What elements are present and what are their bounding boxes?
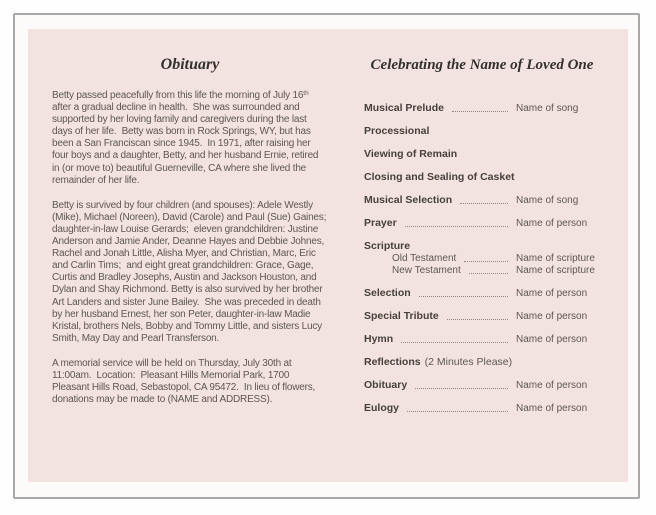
service-label: Hymn: [364, 333, 394, 345]
service-row-sub: [364, 265, 600, 277]
service-row: [364, 217, 600, 230]
service-label: Scripture: [364, 240, 411, 252]
service-row: [364, 379, 600, 392]
service-label: New Testament: [392, 265, 461, 276]
obituary-paragraph-1-rest: after a gradual decline in health. She was surrounded and supported by her loving family and caregivers during the last days of her life. Betty was born in Rock Springs, WY, but has been a San Franciscan since 1945. In 1971, after raising her four boys and a daughter, Betty, and her husband Ernie, retired in (or move to) beautiful Guerneville, CA where she lived the remainder of her life.: [52, 90, 321, 186]
service-label: Viewing of Remain: [364, 148, 458, 160]
service-value: Name of person: [516, 311, 588, 322]
service-label: Musical Prelude: [364, 102, 444, 114]
service-row: [364, 402, 600, 415]
obituary-page: [52, 55, 332, 482]
dotted-leader: [405, 226, 508, 227]
service-title: Celebrating the Name of Loved One: [370, 57, 594, 73]
service-order-page: [364, 55, 600, 482]
obituary-text: [52, 88, 332, 406]
service-row: [364, 287, 600, 300]
obituary-paragraph-1-text: Betty passed peacefully from this life the morning of July 16: [52, 90, 304, 101]
service-label: Closing and Sealing of Casket: [364, 171, 515, 183]
service-value: Name of person: [516, 403, 588, 414]
service-row-sub: [364, 253, 600, 265]
service-value: Name of person: [516, 288, 588, 299]
service-label: Processional: [364, 125, 430, 137]
service-value: Name of person: [516, 334, 588, 345]
dotted-leader: [419, 296, 508, 297]
service-row: [364, 148, 600, 161]
obituary-paragraph-2: Betty is survived by four children (and spouses): Adele Westly (Mike), Michael (Noreen), David (Carole) and Paul (Sue) Gaines; daughter-in-law Louise Gerards; eleven grandchildren: Justine Anderson and Jamie Ander, Deanne Hayes and Debbie Johnes, Rachel and Jonah Little, Alisha Myer, and Christian, Marc, Eric and Carlin Tims; and eight great grandchildren: Grace, Gage, Curtis and Bradley Josephs, Austin and Jackson Houston, and Dylan and Shay Richmond. Betty is also survived by her brother Art Landers and sister June Bailey. She was preceded in death by her husband Ernest, her son Peter, daughter-in-law Madie Kristal, brothers Nels, Bobby and Tommy Little, and sisters Lucy Smith, May Day and Pearl Transferson.: [52, 199, 332, 344]
service-value: Name of person: [516, 380, 588, 391]
obituary-paragraph-1: [52, 88, 328, 187]
service-label: Reflections: [364, 356, 421, 368]
service-value: Name of song: [516, 195, 579, 206]
dotted-leader: [401, 342, 508, 343]
service-label: Prayer: [364, 217, 397, 229]
dotted-leader: [447, 319, 508, 320]
service-value: Name of scripture: [516, 265, 595, 276]
service-label: Musical Selection: [364, 194, 453, 206]
ordinal-superscript: th: [303, 90, 309, 97]
service-label: Special Tribute: [364, 310, 439, 322]
dotted-leader: [407, 411, 508, 412]
service-label-suffix: (2 Minutes Please): [424, 356, 513, 368]
service-label: Old Testament: [392, 253, 457, 264]
service-row: [364, 356, 600, 369]
service-row: [364, 194, 600, 207]
dotted-leader: [460, 203, 508, 204]
service-row: [364, 333, 600, 346]
dotted-leader: [452, 111, 508, 112]
service-label: Selection: [364, 287, 411, 299]
program-spread: [28, 29, 628, 482]
service-label: Eulogy: [364, 402, 400, 414]
service-row: [364, 171, 600, 184]
dotted-leader: [464, 261, 508, 262]
service-row: [364, 310, 600, 323]
obituary-title: Obituary: [160, 56, 220, 73]
service-row: [364, 102, 600, 115]
service-label: Obituary: [364, 379, 408, 391]
obituary-paragraph-3: A memorial service will be held on Thursday, July 30th at 11:00am. Location: Pleasant Hills Memorial Park, 1700 Pleasant Hills Road, Sebastopol, CA 95472. In lieu of flowers, donations may be made to (NAME and ADDRESS).: [52, 357, 318, 406]
service-value: Name of person: [516, 218, 588, 229]
service-value: Name of scripture: [516, 253, 595, 264]
service-value: Name of song: [516, 103, 579, 114]
service-row: [364, 125, 600, 138]
service-row: [364, 240, 600, 253]
dotted-leader: [469, 273, 508, 274]
dotted-leader: [415, 388, 508, 389]
